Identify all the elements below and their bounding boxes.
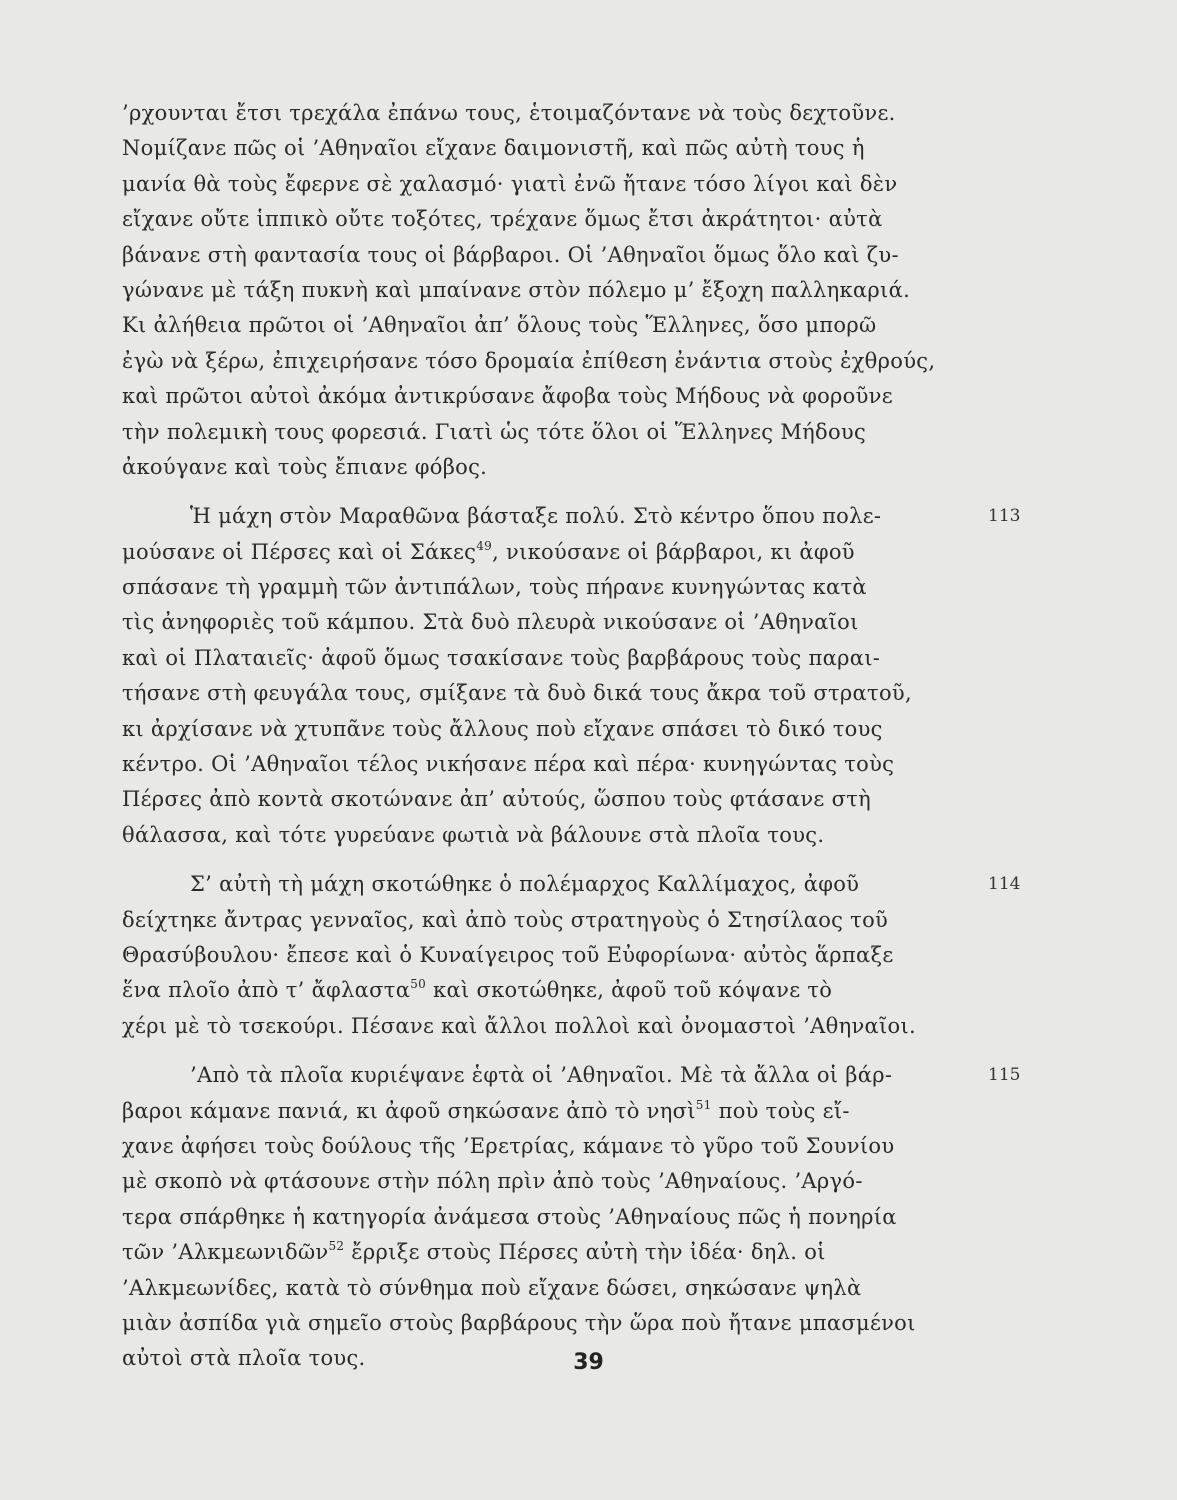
- text-line: βάνανε στὴ φαντασία τους οἱ βάρβαροι. Οἱ ’Αθηναῖοι ὅμως ὅλο καὶ ζυ-: [122, 242, 899, 267]
- text-line: [122, 1235, 982, 1270]
- text-line: [122, 938, 982, 973]
- paragraph-continued: [122, 96, 982, 485]
- text-line: [122, 747, 982, 782]
- body-text: [122, 96, 1021, 1377]
- text-line: [122, 1094, 982, 1129]
- paragraph-115: [122, 1058, 1021, 1377]
- text-segment: μούσανε οἱ Πέρσες καὶ οἱ Σάκες: [122, 539, 477, 564]
- text-segment: ’Απὸ τὰ πλοῖα κυριέψανε ἑφτὰ οἱ ’Αθηναῖοι. Μὲ τὰ ἄλλα οἱ βάρ-: [190, 1063, 893, 1088]
- section-number: 114: [988, 874, 1021, 895]
- text-line: ἐγὼ νὰ ξέρω, ἐπιχειρήσανε τόσο δρομαία ἐπίθεση ἐνάντια στοὺς ἐχθρούς,: [122, 348, 936, 373]
- text-line: καὶ πρῶτοι αὐτοὶ ἀκόμα ἀντικρύσανε ἄφοβα τοὺς Μήδους νὰ φοροῦνε: [122, 384, 893, 409]
- text-segment: Πέρσες ἀπὸ κοντὰ σκοτώνανε ἀπ’ αὐτούς, ὥσπου τοὺς φτάσανε στὴ: [122, 787, 872, 812]
- text-line: [122, 1164, 982, 1199]
- text-line: Κι ἀλήθεια πρῶτοι οἱ ’Αθηναῖοι ἀπ’ ὅλους τοὺς Ἕλληνες, ὅσο μπορῶ: [122, 313, 877, 338]
- page-number: 39: [573, 1350, 604, 1375]
- text-segment: ποὺ τοὺς εἴ-: [711, 1098, 850, 1123]
- text-segment: κέντρο. Οἱ ’Αθηναῖοι τέλος νικήσανε πέρα καὶ πέρα· κυνηγώντας τοὺς: [122, 752, 895, 777]
- footnote-ref: 52: [328, 1239, 345, 1254]
- text-segment: τερα σπάρθηκε ἡ κατηγορία ἀνάμεσα στοὺς ’Αθηναίους πῶς ἡ πονηρία: [122, 1204, 897, 1229]
- text-segment: ’Αλκμεωνίδες, κατὰ τὸ σύνθημα ποὺ εἴχανε δώσει, σηκώσανε ψηλὰ: [122, 1275, 862, 1300]
- footnote-ref: 50: [410, 977, 427, 992]
- text-segment: Θρασύβουλου· ἔπεσε καὶ ὁ Κυναίγειρος τοῦ Εὐφορίωνα· αὐτὸς ἅρπαξε: [122, 942, 894, 967]
- section-number: 113: [988, 506, 1021, 527]
- text-line: μανία θὰ τοὺς ἔφερνε σὲ χαλασμό· γιατὶ ἐνῶ ἤτανε τόσο λίγοι καὶ δὲν: [122, 171, 898, 196]
- paragraph-gap: [122, 853, 982, 867]
- paragraph-113: [122, 499, 1021, 853]
- text-line: [122, 712, 982, 747]
- text-line: τὴν πολεμικὴ τους φορεσιά. Γιατὶ ὡς τότε ὅλοι οἱ Ἕλληνες Μήδους: [122, 419, 867, 444]
- text-segment: χανε ἀφήσει τοὺς δούλους τῆς ’Ερετρίας, κάμανε τὸ γῦρο τοῦ Σουνίου: [122, 1133, 895, 1158]
- text-segment: καὶ σκοτώθηκε, ἀφοῦ τοῦ κόψανε τὸ: [426, 978, 833, 1003]
- text-line: [122, 1200, 982, 1235]
- text-segment: σπάσανε τὴ γραμμὴ τῶν ἀντιπάλων, τοὺς πήρανε κυνηγώντας κατὰ: [122, 575, 867, 600]
- text-segment: τῶν ’Αλκμεωνιδῶν: [122, 1240, 329, 1265]
- text-line: [122, 818, 982, 853]
- text-segment: βαροι κάμανε πανιά, κι ἀφοῦ σηκώσανε ἀπὸ τὸ νησὶ: [122, 1098, 696, 1123]
- text-line: [122, 1306, 982, 1341]
- text-line: [122, 1058, 982, 1093]
- section-number: 115: [988, 1065, 1021, 1086]
- paragraph-gap: [122, 485, 982, 499]
- text-line: [122, 605, 982, 640]
- text-line: εἴχανε οὔτε ἱππικὸ οὔτε τοξότες, τρέχανε ὅμως ἔτσι ἀκράτητοι· αὐτὰ: [122, 207, 883, 232]
- text-segment: μὲ σκοπὸ νὰ φτάσουνε στὴν πόλη πρὶν ἀπὸ τοὺς ’Αθηναίους. ’Αργό-: [122, 1169, 863, 1194]
- text-segment: χέρι μὲ τὸ τσεκούρι. Πέσανε καὶ ἄλλοι πολλοὶ καὶ ὀνομαστοὶ ’Αθηναῖοι.: [122, 1013, 916, 1038]
- text-line: Νομίζανε πῶς οἱ ’Αθηναῖοι εἴχανε δαιμονιστῆ, καὶ πῶς αὐτὴ τους ἡ: [122, 136, 865, 161]
- text-line: [122, 782, 982, 817]
- paragraph-114: [122, 867, 1021, 1044]
- text-segment: ἔρριξε στοὺς Πέρσες αὐτὴ τὴν ἰδέα· δηλ. οἱ: [344, 1240, 826, 1265]
- footnote-ref: 49: [476, 538, 493, 553]
- text-line: [122, 1009, 982, 1044]
- text-line: γώνανε μὲ τάξη πυκνὴ καὶ μπαίνανε στὸν πόλεμο μ’ ἔξοχη παλληκαριά.: [122, 277, 911, 302]
- paragraph-gap: [122, 1044, 982, 1058]
- text-line: [122, 1271, 982, 1306]
- text-line: [122, 973, 982, 1008]
- text-line: [122, 1129, 982, 1164]
- text-line: [122, 641, 982, 676]
- text-line: ’ρχουνται ἔτσι τρεχάλα ἐπάνω τους, ἑτοιμαζόντανε νὰ τοὺς δεχτοῦνε.: [122, 101, 896, 125]
- text-line: [122, 535, 982, 570]
- text-segment: τὶς ἀνηφοριὲς τοῦ κάμπου. Στὰ δυὸ πλευρὰ νικούσανε οἱ ’Αθηναῖοι: [122, 610, 859, 635]
- footnote-ref: 51: [695, 1097, 712, 1112]
- text-segment: Σ’ αὐτὴ τὴ μάχη σκοτώθηκε ὁ πολέμαρχος Καλλίμαχος, ἀφοῦ: [190, 872, 860, 897]
- text-segment: ἕνα πλοῖο ἀπὸ τ’ ἄφλαστα: [122, 978, 411, 1003]
- text-segment: δείχτηκε ἄντρας γενναῖος, καὶ ἀπὸ τοὺς στρατηγοὺς ὁ Στησίλαος τοῦ: [122, 907, 889, 932]
- text-segment: μιὰν ἀσπίδα γιὰ σημεῖο στοὺς βαρβάρους τὴν ὥρα ποὺ ἤτανε μπασμένοι: [122, 1310, 916, 1335]
- text-segment: τήσανε στὴ φευγάλα τους, σμίξανε τὰ δυὸ δικά τους ἄκρα τοῦ στρατοῦ,: [122, 681, 912, 706]
- text-line: [122, 499, 982, 534]
- text-line: [122, 903, 982, 938]
- text-line: ἀκούγανε καὶ τοὺς ἔπιανε φόβος.: [122, 454, 488, 479]
- text-segment: κι ἀρχίσανε νὰ χτυπᾶνε τοὺς ἄλλους ποὺ εἴχανε σπάσει τὸ δικό τους: [122, 716, 883, 741]
- text-line: [122, 676, 982, 711]
- text-segment: καὶ οἱ Πλαταιεῖς· ἀφοῦ ὅμως τσακίσανε τοὺς βαρβάρους τοὺς παραι-: [122, 645, 881, 670]
- text-line: [122, 867, 982, 902]
- text-segment: αὐτοὶ στὰ πλοῖα τους.: [122, 1346, 366, 1371]
- text-segment: Ἡ μάχη στὸν Μαραθῶνα βάσταξε πολύ. Στὸ κέντρο ὅπου πολε-: [190, 504, 882, 529]
- text-segment: θάλασσα, καὶ τότε γυρεύανε φωτιὰ νὰ βάλουνε στὰ πλοῖα τους.: [122, 822, 825, 847]
- text-line: [122, 570, 982, 605]
- text-segment: , νικούσανε οἱ βάρβαροι, κι ἀφοῦ: [492, 539, 855, 564]
